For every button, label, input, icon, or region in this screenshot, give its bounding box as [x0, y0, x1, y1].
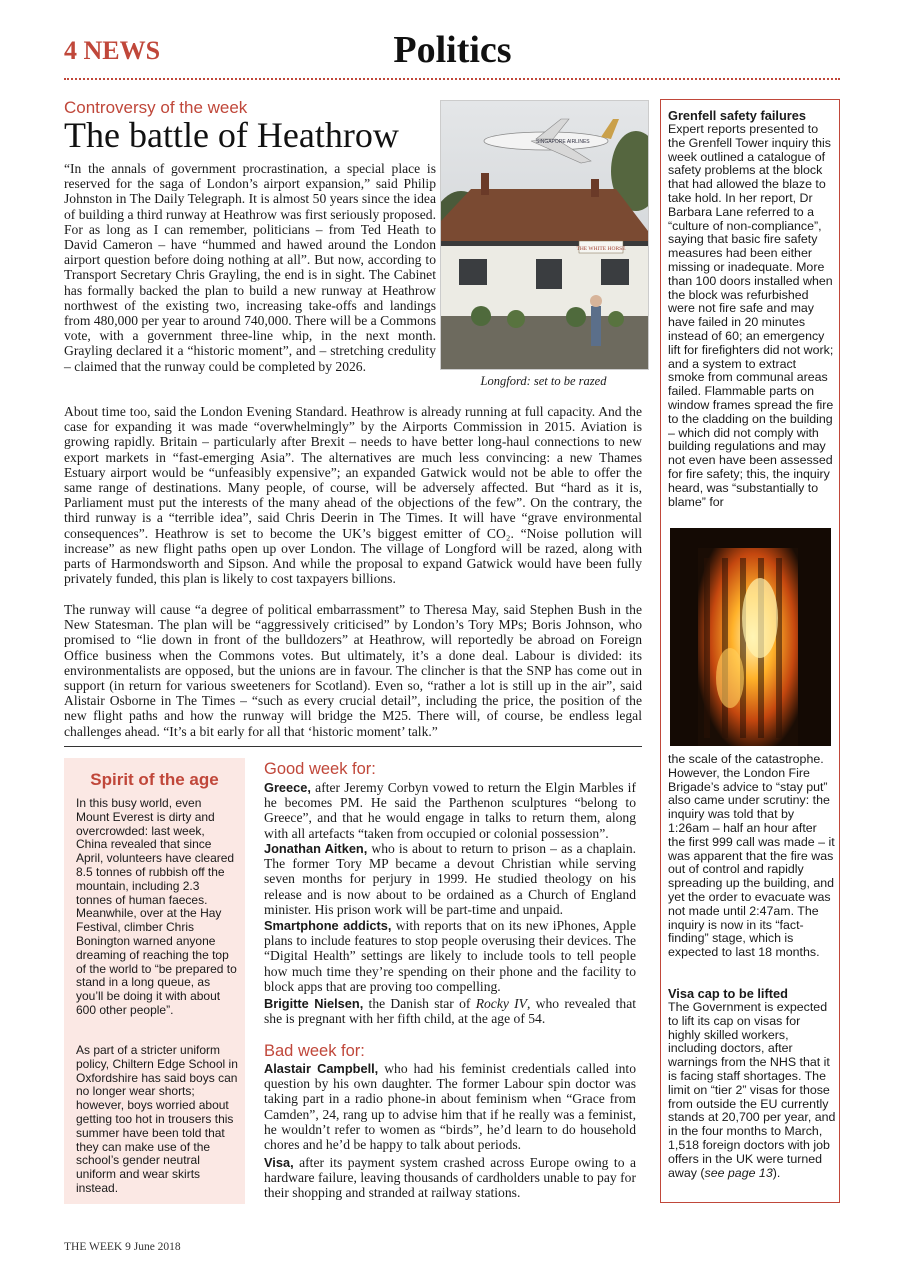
article-headline: The battle of Heathrow [64, 115, 399, 155]
sidebar-heading-grenfell: Grenfell safety failures [668, 108, 806, 123]
article-kicker: Controversy of the week [64, 98, 248, 117]
bad-week-item: Alastair Campbell, who had his feminist credentials called into question by his own daughter. The former Labour spin doctor was taking part in a radio phone-in about feminism when “Grace from Camden”, 24, rang up to advise him that if he really was a feminist, he wouldn’t refer to women as “birds”, he’d learn to do household chores and he’d be happy to talk about periods. [264, 1061, 636, 1153]
good-week-item: Greece, after Jeremy Corbyn vowed to return the Elgin Marbles if he becomes PM. He said the Parthenon sculptures “belong to Greece”, and that he would engage in talks to return them, along with all artefacts “taken from occupied or colonial possession”. [264, 780, 636, 841]
page-footer: THE WEEK 9 June 2018 [64, 1241, 181, 1253]
section-label: 4 NEWS [64, 36, 161, 65]
good-week-heading: Good week for: [264, 760, 376, 778]
sidebar-text-grenfell-2: the scale of the catastrophe. However, the London Fire Brigade’s advice to “stay put” also came under scrutiny: the inquiry was told that by 1:26am – half an hour after the first 999 call was made – it was apparent that the fire was out of control and rapidly spreading up the building, and yet the order to evacuate was not made until 2:47am. The inquiry is now in its “fact-finding” stage, which is expected to last 18 months. [668, 752, 835, 960]
spirit-text-1: In this busy world, even Mount Everest is dirty and overcrowded: last week, China revealed that since April, volunteers have cleared 8.5 tonnes of rubbish off the mountain, including 2.3 tonnes of human faeces. Meanwhile, over at the Hay Festival, climber Chris Bonington warned anyone dreaming of reaching the top of the world to “be prepared to stand in a long queue, as you’ll be doing it with about 600 other people”. [76, 796, 237, 1017]
article-paragraph-2: About time too, said the London Evening Standard. Heathrow is already running at full capacity. And the case for expanding it was made “overwhelmingly” by the Airports Commission in 2015. Aviation is growing rapidly. Britain – particularly after Brexit – needs to have better long-haul connections to new export markets in “fast-emerging Asia”. The alternatives are much less convincing: a new Thames Estuary airport would be “unfeasibly expensive”; an expanded Gatwick would not be able to offer the same range of destinations. Many people, of course, will be adversely affected. But “hard as it is, Parliament must put the interests of the many ahead of the objections of the few”. On the contrary, the third runway is a “terrible idea”, said Chris Deerin in The Times. It will have “grave environmental consequences”. Heathrow is set to become the UK’s biggest emitter of CO₂. “Noise pollution will increase” as new flight paths open up over London. The village of Longford will be razed, along with parts of Harmondsworth and Sipson. And while the proposal to expand Gatwick would have been fully privately funded, this plan is likely to cost taxpayers billions. [64, 404, 642, 587]
bad-week-heading: Bad week for: [264, 1042, 365, 1060]
article-divider [64, 746, 642, 747]
bad-week-item: Visa, after its payment system crashed across Europe owing to a hardware failure, leaving thousands of cardholders unable to pay for their shopping and stranded at railway stations. [264, 1155, 636, 1201]
sidebar-text-grenfell-1: Expert reports presented to the Grenfell Tower inquiry this week outlined a catalogue of safety problems at the block that had allowed the blaze to take hold. In her report, Dr Barbara Lane referred to a “culture of non-compliance”, saying that basic fire safety measures had been either missing or inadequate. More than 100 doors installed when the block was refurbished were not fire safe and may have failed in 20 minutes instead of 60; an emergency lift for firefighters did not work; and a system to extract smoke from communal areas failed. Flammable parts on window frames spread the fire to the cladding on the building – which did not comply with building regulations and may not even have been assessed for fire safety; this, the inquiry heard, was “substantially to blame” for [668, 122, 834, 509]
good-week-item: Brigitte Nielsen, the Danish star of Rocky IV, who revealed that she is pregnant with her fifth child, at the age of 54. [264, 996, 637, 1027]
page-reference-link[interactable]: see page 13 [704, 1165, 773, 1180]
good-week-item: Jonathan Aitken, who is about to return to prison – as a chaplain. The former Tory MP became a devout Christian while serving seven months for perjury in 1999. He studied theology on his release and is now about to be ordained as a Church of England minister. His prison work will be part-time and unpaid. [264, 841, 637, 917]
spirit-of-the-age-heading: Spirit of the age [90, 770, 219, 789]
header-divider [64, 78, 840, 80]
sidebar-heading-visa: Visa cap to be lifted [668, 986, 788, 1001]
longford-pub-photo [440, 100, 649, 370]
spirit-text-2: As part of a stricter uniform policy, Chiltern Edge School in Oxfordshire has said boys can no longer wear shorts; however, boys worried about getting too hot in trousers this summer have been told that they can make use of the school’s gender neutral uniform and wear skirts instead. [76, 1043, 238, 1195]
svg-text:SINGAPORE AIRLINES: SINGAPORE AIRLINES [536, 139, 590, 145]
photo-caption: Longford: set to be razed [480, 374, 607, 388]
sidebar-text-visa: The Government is expected to lift its cap on visas for highly skilled workers, including doctors, after warnings from the NHS that it is facing staff shortages. The limit on “tier 2” visas for those from outside the EU currently stands at 20,700 per year, and in the four months to March, 1,518 foreign doctors with job offers in the UK were turned away (see page 13). [668, 1000, 836, 1180]
good-week-item: Smartphone addicts, with reports that on its new iPhones, Apple plans to include features to stop people overusing their devices. The “Digital Health” settings are likely to include tools to tell people how much time they’re spending on their phone and the facility to block apps that are proving too compelling. [264, 918, 636, 994]
grenfell-fire-photo [670, 528, 831, 746]
page-title: Politics [393, 29, 512, 71]
article-paragraph-3: The runway will cause “a degree of political embarrassment” to Theresa May, said Stephen Bush in the New Statesman. The plan will be “aggressively criticised” by London’s Tory MPs; Boris Johnson, who promised to “lie down in front of the bulldozers” at Heathrow, will reportedly be abroad on Foreign Office business when the Commons votes. But ultimately, it’s a done deal. Labour is divided: its environmentalists are opposed, but the unions are in favour. The clincher is that the SNP has come out in support (in return for various sweeteners for Scotland). Even so, “rather a lot is still up in the air”, said Alistair Osborne in The Times – “such as every crucial detail”, including the price, the position of the new flight paths and how the runway will bridge the M25. There will, of course, be endless legal challenges ahead. “It’s a bit early for all that ‘historic moment’ talk.” [64, 602, 642, 739]
pub-sign: THE WHITE HORSE [576, 246, 626, 252]
article-paragraph-1: “In the annals of government procrastination, a special place is reserved for the saga of London’s airport expansion,” said Philip Johnston in The Daily Telegraph. It is almost 50 years since the idea of building a third runway at Heathrow was first seriously proposed. For as long as I can remember, politicians – from Ted Heath to David Cameron – have “hummed and hawed around the London airport question before doing nothing at all”. But now, according to Transport Secretary Chris Grayling, the end is in sight. The Cabinet has formally backed the plan to build a new runway at Heathrow northwest of the existing two, increasing take-offs and landings from 480,000 per year to around 740,000. There will be a Commons vote, with a government three-line whip, in the next month. Grayling declared it a “historic moment”, and – stretching credulity – claimed that the runway could be completed by 2026. [64, 161, 436, 374]
